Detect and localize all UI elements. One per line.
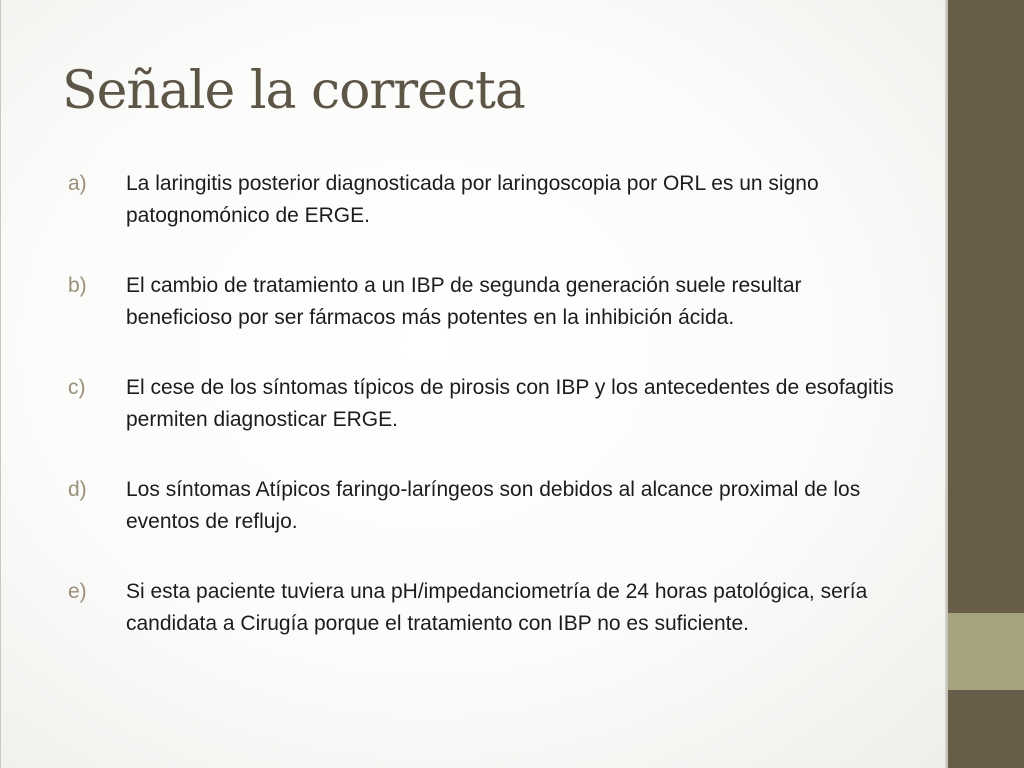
answer-option-a xyxy=(68,168,898,232)
option-text: Los síntomas Atípicos faringo-laríngeos son debidos al alcance proximal de los eventos de reflujo. xyxy=(126,478,861,533)
option-text: El cambio de tratamiento a un IBP de segunda generación suele resultar beneficioso por ser fármacos más potentes en la inhibición ácida. xyxy=(126,274,802,329)
answer-option-d xyxy=(68,474,898,538)
option-letter: c) xyxy=(68,376,86,399)
option-text: El cese de los síntomas típicos de pirosis con IBP y los antecedentes de esofagitis permiten diagnosticar ERGE. xyxy=(126,376,894,431)
option-letter: d) xyxy=(68,478,87,501)
option-letter: b) xyxy=(68,274,87,297)
answer-options-list xyxy=(68,168,898,678)
option-text: Si esta paciente tuviera una pH/impedanciometría de 24 horas patológica, sería candidata a Cirugía porque el tratamiento con IBP no es suficiente. xyxy=(126,580,868,635)
option-text: La laringitis posterior diagnosticada por laringoscopia por ORL es un signo patognomónico de ERGE. xyxy=(126,172,819,227)
answer-option-c xyxy=(68,372,898,436)
answer-option-b xyxy=(68,270,898,334)
option-letter: a) xyxy=(68,172,87,195)
answer-option-e xyxy=(68,576,898,640)
slide-title: Señale la correcta xyxy=(62,61,525,121)
theme-sidebar-accent xyxy=(948,613,1024,690)
option-letter: e) xyxy=(68,580,87,603)
